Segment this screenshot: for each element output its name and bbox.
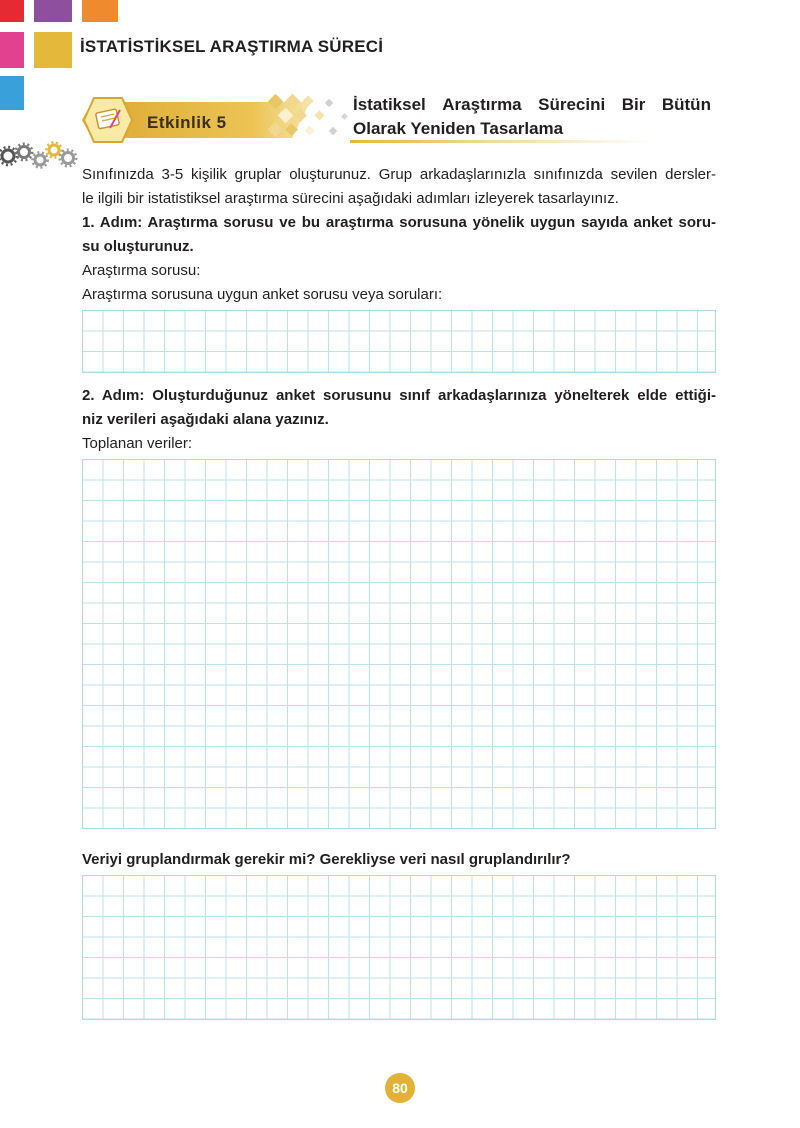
activity-title-line2: Olarak Yeniden Tasarlama: [353, 119, 564, 138]
research-question-label: Araştırma sorusu:: [82, 262, 201, 279]
collected-data-label: Toplanan veriler:: [82, 435, 193, 452]
title-underline: [350, 140, 650, 144]
step2-heading-line-1: 2. Adım: Oluşturduğunuz anket sorusunu sınıf arkadaşlarınıza yönelterek elde ettiği-: [82, 387, 716, 404]
activity-title-word: Araştırma: [442, 95, 522, 114]
activity-title-word: Sürecini: [538, 95, 606, 114]
deco-square-orange: [82, 0, 118, 22]
deco-square-red: [0, 0, 24, 22]
intro-line-2: le ilgili bir istatistiksel araştırma sürecini aşağıdaki adımları izleyerek tasarlayınız.: [82, 190, 619, 207]
page-number: 80: [385, 1073, 415, 1103]
activity-title-word: Bir: [621, 95, 646, 114]
deco-square-purple: [34, 0, 72, 22]
deco-square-gold: [34, 32, 72, 68]
activity-title-word: İstatiksel: [353, 95, 426, 114]
survey-questions-writing-grid[interactable]: [82, 310, 716, 373]
step2-heading-line-2: niz verileri aşağıdaki alana yazınız.: [82, 411, 329, 428]
gears-icon: [0, 138, 82, 172]
activity-label: Etkinlik 5: [147, 113, 227, 132]
grouping-question: Veriyi gruplandırmak gerekir mi? Gerekliyse veri nasıl gruplandırılır?: [82, 851, 571, 868]
deco-square-pink: [0, 32, 24, 68]
step1-heading-line-1: 1. Adım: Araştırma sorusu ve bu araştırma sorusuna yönelik uygun sayıda anket soru-: [82, 214, 716, 231]
activity-title-word: Bütün: [661, 95, 711, 114]
section-title: İSTATİSTİKSEL ARAŞTIRMA SÜRECİ: [80, 37, 384, 56]
collected-data-writing-grid[interactable]: [82, 459, 716, 829]
grouping-writing-grid[interactable]: [82, 875, 716, 1020]
intro-line-1: Sınıfınızda 3-5 kişilik gruplar oluşturunuz. Grup arkadaşlarınızla sınıfınızda sevilen dersler-: [82, 166, 716, 183]
notebook-icon: [96, 109, 120, 129]
deco-square-blue: [0, 76, 24, 110]
step1-heading-line-2: su oluşturunuz.: [82, 238, 194, 255]
survey-questions-label: Araştırma sorusuna uygun anket sorusu veya soruları:: [82, 286, 443, 303]
activity-title: [353, 93, 711, 141]
